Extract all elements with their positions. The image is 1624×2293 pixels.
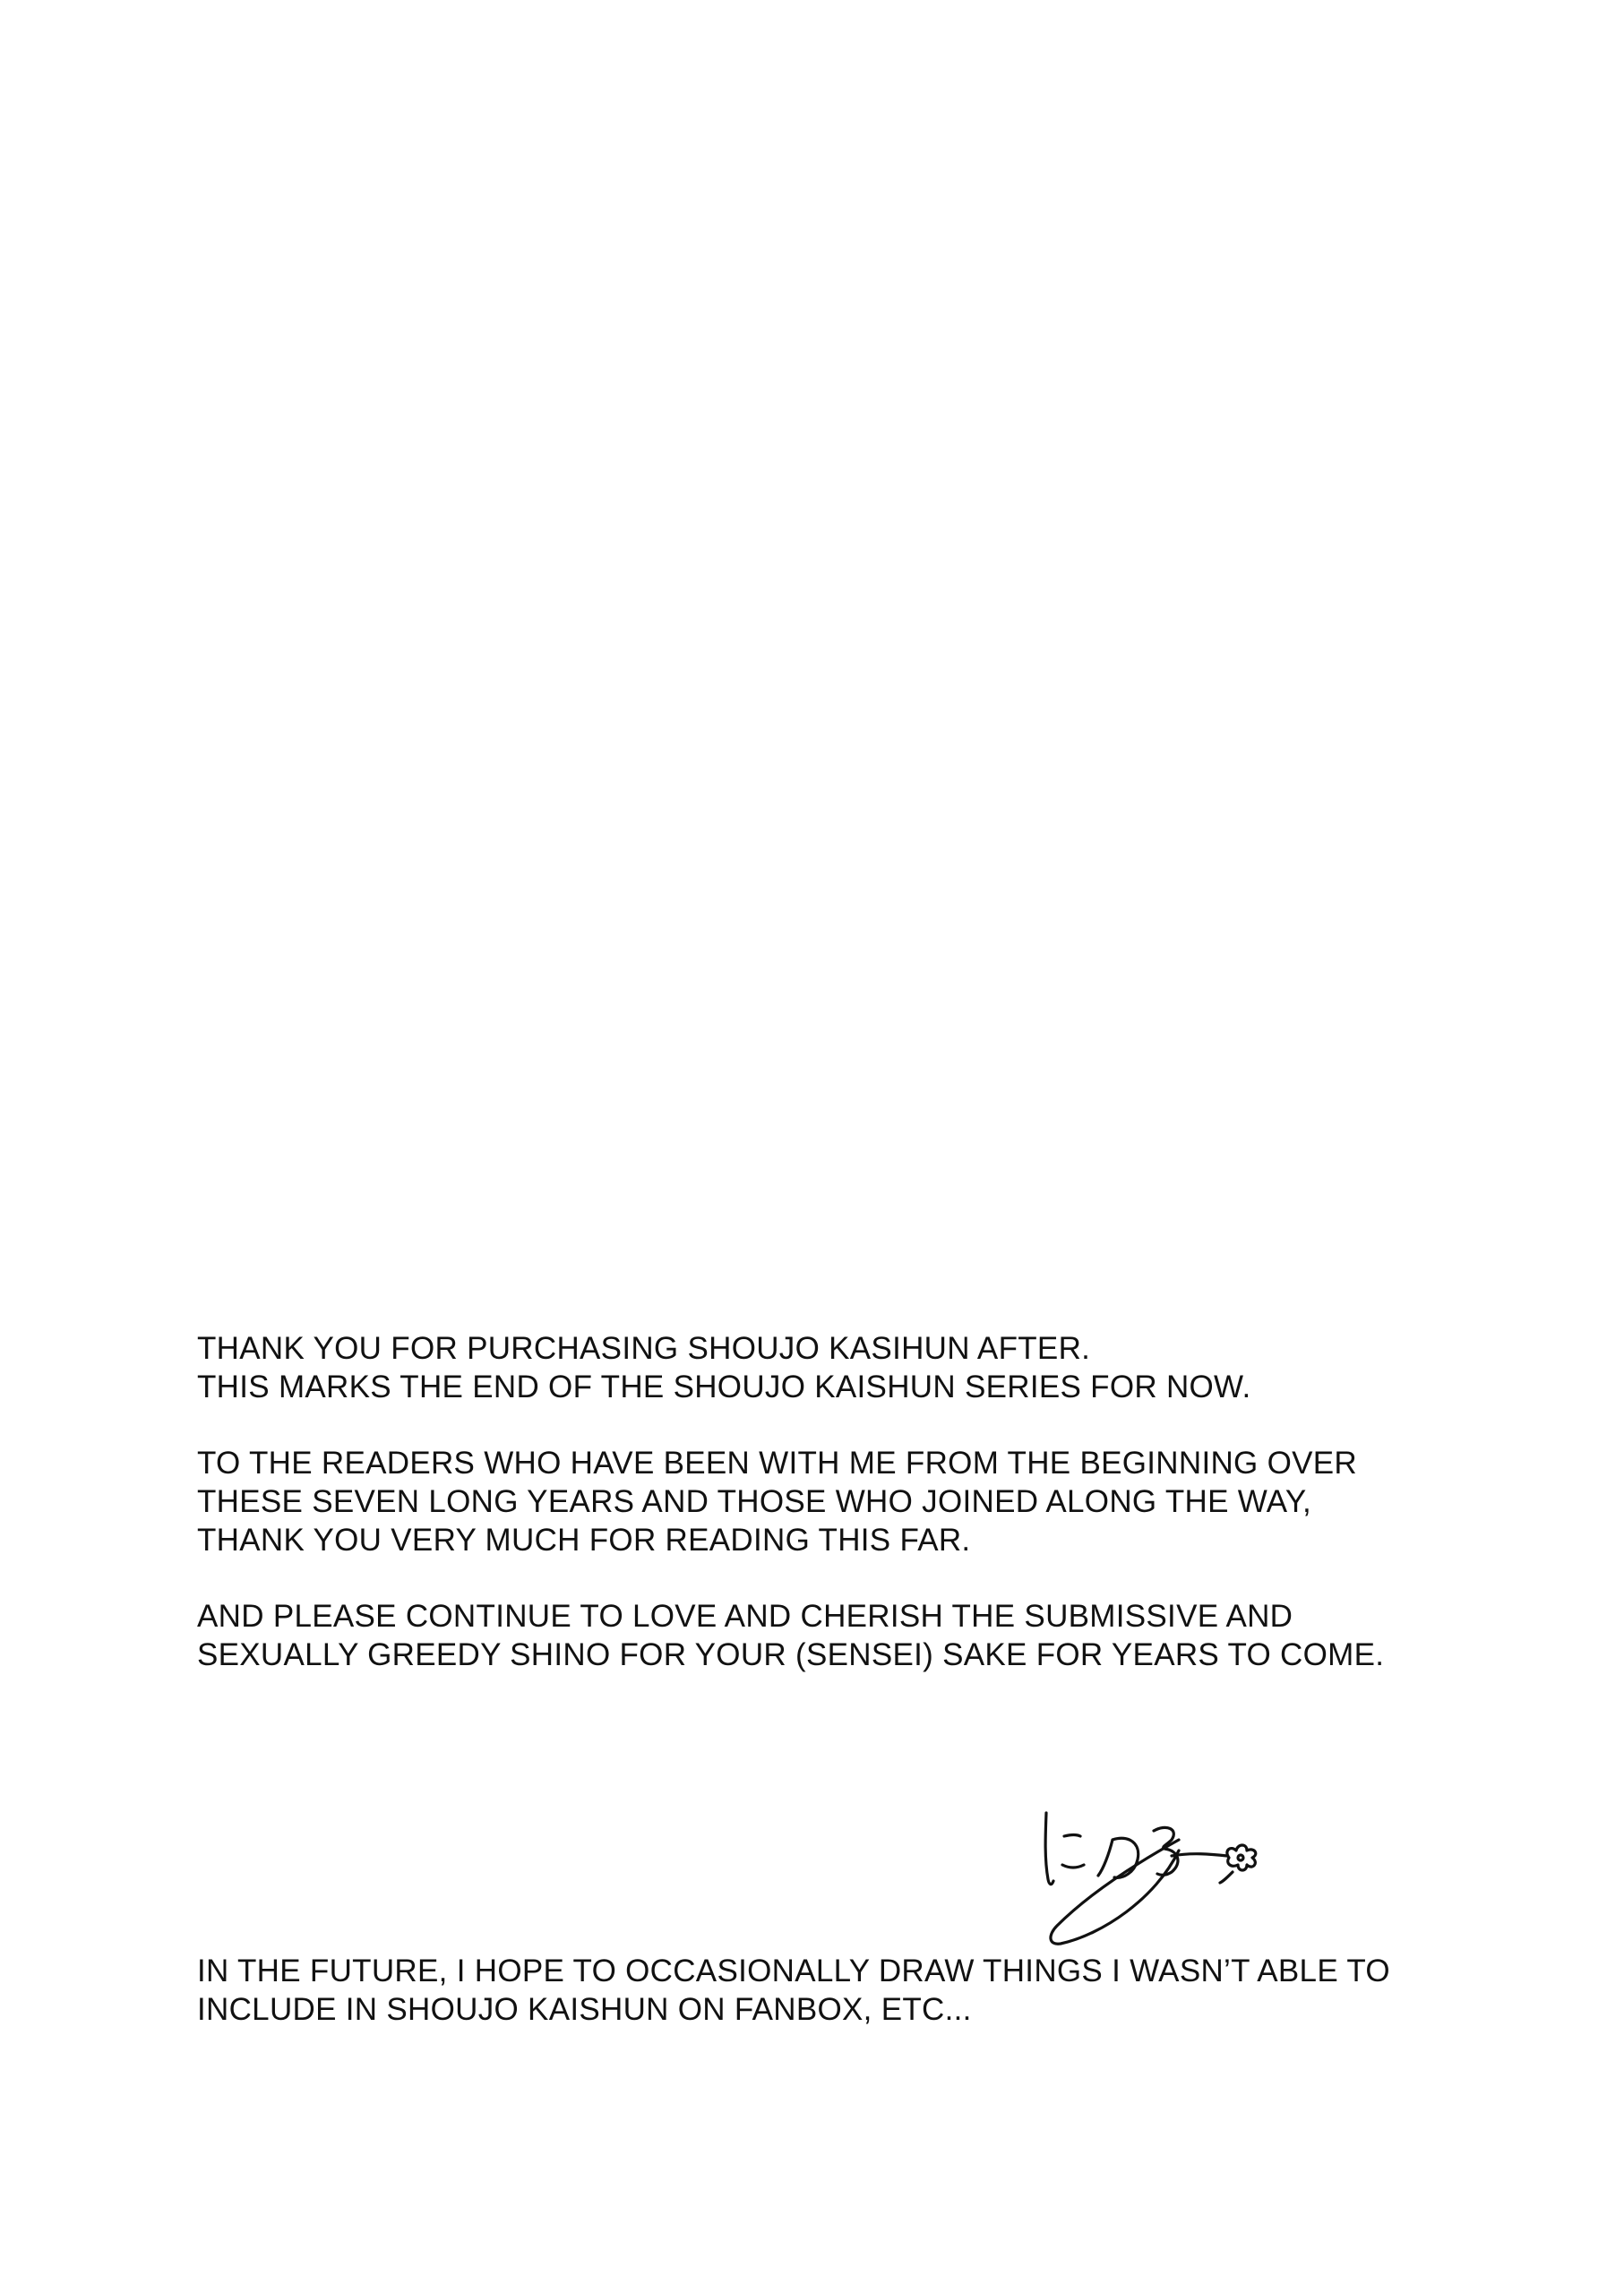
signature-drawing <box>1021 1800 1272 1953</box>
text-line: SEXUALLY GREEDY SHINO FOR YOUR (SENSEI) SAKE FOR YEARS TO COME. <box>197 1637 1385 1672</box>
text-line: IN THE FUTURE, I HOPE TO OCCASIONALLY DRAW THINGS I WASN’T ABLE TO <box>197 1954 1390 1988</box>
text-line: INCLUDE IN SHOUJO KAISHUN ON FANBOX, ETC... <box>197 1992 972 2027</box>
text-line: THESE SEVEN LONG YEARS AND THOSE WHO JOINED ALONG THE WAY, <box>197 1484 1311 1519</box>
author-signature <box>1021 1800 1272 1953</box>
paragraph-thanks <box>197 1329 1451 1406</box>
paragraph-future <box>197 1952 1451 2029</box>
text-line: TO THE READERS WHO HAVE BEEN WITH ME FROM THE BEGINNING OVER <box>197 1446 1357 1481</box>
flower-doodle-icon <box>1220 1845 1256 1883</box>
paragraph-readers <box>197 1444 1451 1559</box>
text-line: THANK YOU VERY MUCH FOR READING THIS FAR. <box>197 1523 971 1558</box>
paragraph-request <box>197 1597 1451 1674</box>
text-line: THANK YOU FOR PURCHASING SHOUJO KASIHUN AFTER. <box>197 1331 1091 1366</box>
text-line: THIS MARKS THE END OF THE SHOUJO KAISHUN SERIES FOR NOW. <box>197 1370 1251 1404</box>
text-line: AND PLEASE CONTINUE TO LOVE AND CHERISH THE SUBMISSIVE AND <box>197 1599 1293 1634</box>
